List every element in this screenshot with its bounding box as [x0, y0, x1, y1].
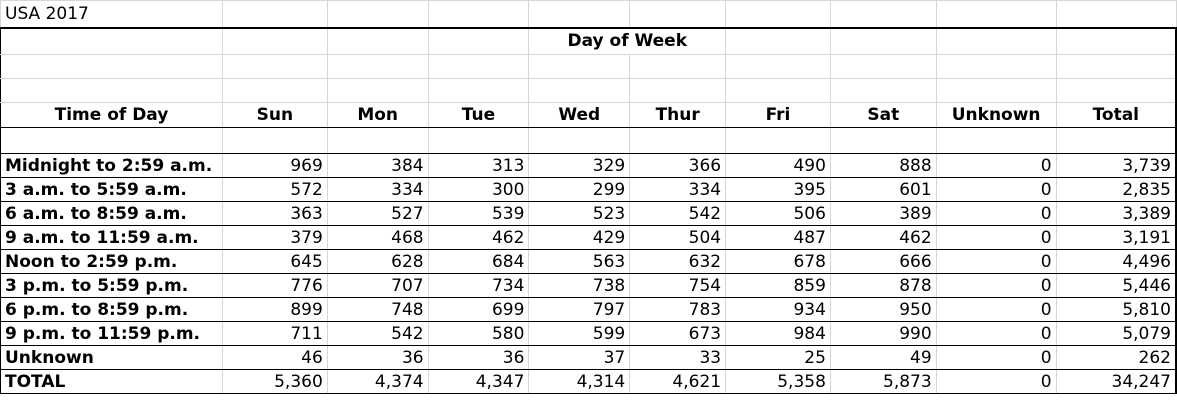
empty-cell[interactable]: [1, 55, 223, 79]
value-cell[interactable]: 738: [529, 274, 630, 298]
value-cell[interactable]: 678: [726, 250, 831, 274]
value-cell[interactable]: 673: [630, 322, 726, 346]
empty-cell[interactable]: [630, 1, 726, 28]
value-cell[interactable]: 776: [222, 274, 327, 298]
empty-cell[interactable]: [1056, 1, 1176, 28]
empty-cell[interactable]: [327, 79, 428, 103]
empty-cell[interactable]: [222, 28, 327, 55]
empty-cell[interactable]: [830, 28, 936, 55]
row-label[interactable]: 3 p.m. to 5:59 p.m.: [1, 274, 223, 298]
value-cell[interactable]: 462: [428, 226, 529, 250]
column-header-mon[interactable]: Mon: [327, 103, 428, 128]
value-cell[interactable]: 580: [428, 322, 529, 346]
value-cell[interactable]: 0: [936, 370, 1056, 394]
empty-cell[interactable]: [1056, 128, 1176, 154]
column-header-tue[interactable]: Tue: [428, 103, 529, 128]
value-cell[interactable]: 754: [630, 274, 726, 298]
value-cell[interactable]: 5,079: [1056, 322, 1176, 346]
value-cell[interactable]: 601: [830, 178, 936, 202]
value-cell[interactable]: 899: [222, 298, 327, 322]
empty-cell[interactable]: [936, 79, 1056, 103]
value-cell[interactable]: 0: [936, 178, 1056, 202]
empty-cell[interactable]: [428, 128, 529, 154]
empty-cell[interactable]: [222, 128, 327, 154]
value-cell[interactable]: 395: [726, 178, 831, 202]
row-label[interactable]: 6 p.m. to 8:59 p.m.: [1, 298, 223, 322]
value-cell[interactable]: 0: [936, 202, 1056, 226]
value-cell[interactable]: 389: [830, 202, 936, 226]
empty-cell[interactable]: [830, 128, 936, 154]
value-cell[interactable]: 462: [830, 226, 936, 250]
column-header-total[interactable]: Total: [1056, 103, 1176, 128]
title-row: [1, 1, 1177, 28]
value-cell[interactable]: 384: [327, 154, 428, 178]
row-label[interactable]: TOTAL: [1, 370, 223, 394]
value-cell[interactable]: 984: [726, 322, 831, 346]
empty-cell[interactable]: [428, 55, 529, 79]
value-cell[interactable]: 3,739: [1056, 154, 1176, 178]
value-cell[interactable]: 25: [726, 346, 831, 370]
value-cell[interactable]: 950: [830, 298, 936, 322]
value-cell[interactable]: 707: [327, 274, 428, 298]
empty-cell[interactable]: [936, 55, 1056, 79]
value-cell[interactable]: 5,360: [222, 370, 327, 394]
value-cell[interactable]: 684: [428, 250, 529, 274]
value-cell[interactable]: 487: [726, 226, 831, 250]
value-cell[interactable]: 934: [726, 298, 831, 322]
empty-cell[interactable]: [529, 79, 630, 103]
value-cell[interactable]: 33: [630, 346, 726, 370]
value-cell[interactable]: 5,810: [1056, 298, 1176, 322]
value-cell[interactable]: 504: [630, 226, 726, 250]
value-cell[interactable]: 0: [936, 226, 1056, 250]
value-cell[interactable]: 3,191: [1056, 226, 1176, 250]
sheet-title-cell[interactable]: USA 2017: [1, 1, 223, 28]
row-label[interactable]: 9 p.m. to 11:59 p.m.: [1, 322, 223, 346]
value-cell[interactable]: 34,247: [1056, 370, 1176, 394]
empty-cell[interactable]: [830, 55, 936, 79]
value-cell[interactable]: 748: [327, 298, 428, 322]
column-header-wed[interactable]: Wed: [529, 103, 630, 128]
empty-cell[interactable]: [1, 28, 223, 55]
empty-cell[interactable]: [1056, 55, 1176, 79]
value-cell[interactable]: 4,496: [1056, 250, 1176, 274]
value-cell[interactable]: 379: [222, 226, 327, 250]
empty-cell[interactable]: [529, 128, 630, 154]
empty-cell[interactable]: [327, 55, 428, 79]
spacer-row: [1, 55, 1177, 79]
value-cell[interactable]: 969: [222, 154, 327, 178]
value-cell[interactable]: 46: [222, 346, 327, 370]
empty-cell[interactable]: [222, 1, 327, 28]
column-header-unknown[interactable]: Unknown: [936, 103, 1056, 128]
row-label[interactable]: Unknown: [1, 346, 223, 370]
value-cell[interactable]: 0: [936, 322, 1056, 346]
column-header-thur[interactable]: Thur: [630, 103, 726, 128]
group-header-row: [1, 28, 1177, 55]
empty-cell[interactable]: [529, 1, 630, 28]
value-cell[interactable]: 313: [428, 154, 529, 178]
value-cell[interactable]: 334: [630, 178, 726, 202]
empty-cell[interactable]: [1, 128, 223, 154]
value-cell[interactable]: 4,347: [428, 370, 529, 394]
value-cell[interactable]: 300: [428, 178, 529, 202]
empty-cell[interactable]: [726, 128, 831, 154]
value-cell[interactable]: 859: [726, 274, 831, 298]
row-label[interactable]: 9 a.m. to 11:59 a.m.: [1, 226, 223, 250]
table-row: [1, 370, 1177, 394]
value-cell[interactable]: 4,314: [529, 370, 630, 394]
value-cell[interactable]: 734: [428, 274, 529, 298]
value-cell[interactable]: 5,358: [726, 370, 831, 394]
table-row: [1, 298, 1177, 322]
value-cell[interactable]: 366: [630, 154, 726, 178]
empty-cell[interactable]: [630, 79, 726, 103]
empty-cell[interactable]: [726, 1, 831, 28]
table-row: [1, 274, 1177, 298]
value-cell[interactable]: 878: [830, 274, 936, 298]
value-cell[interactable]: 5,446: [1056, 274, 1176, 298]
table-row: [1, 154, 1177, 178]
value-cell[interactable]: 49: [830, 346, 936, 370]
value-cell[interactable]: 542: [327, 322, 428, 346]
value-cell[interactable]: 0: [936, 274, 1056, 298]
value-cell[interactable]: 523: [529, 202, 630, 226]
value-cell[interactable]: 797: [529, 298, 630, 322]
spacer-row: [1, 79, 1177, 103]
empty-cell[interactable]: [428, 79, 529, 103]
value-cell[interactable]: 5,873: [830, 370, 936, 394]
column-header-sat[interactable]: Sat: [830, 103, 936, 128]
empty-cell[interactable]: [936, 1, 1056, 28]
value-cell[interactable]: 468: [327, 226, 428, 250]
value-cell[interactable]: 0: [936, 298, 1056, 322]
row-label[interactable]: 6 a.m. to 8:59 a.m.: [1, 202, 223, 226]
empty-cell[interactable]: [428, 28, 529, 55]
value-cell[interactable]: 329: [529, 154, 630, 178]
value-cell[interactable]: 506: [726, 202, 831, 226]
empty-cell[interactable]: [830, 1, 936, 28]
empty-cell[interactable]: [529, 55, 630, 79]
value-cell[interactable]: 527: [327, 202, 428, 226]
value-cell[interactable]: 262: [1056, 346, 1176, 370]
value-cell[interactable]: 36: [428, 346, 529, 370]
value-cell[interactable]: 0: [936, 346, 1056, 370]
value-cell[interactable]: 783: [630, 298, 726, 322]
empty-cell[interactable]: [327, 1, 428, 28]
value-cell[interactable]: 36: [327, 346, 428, 370]
table-row: [1, 226, 1177, 250]
empty-cell[interactable]: [428, 1, 529, 28]
value-cell[interactable]: 711: [222, 322, 327, 346]
value-cell[interactable]: 632: [630, 250, 726, 274]
empty-cell[interactable]: [726, 55, 831, 79]
empty-cell[interactable]: [936, 28, 1056, 55]
value-cell[interactable]: 628: [327, 250, 428, 274]
value-cell[interactable]: 542: [630, 202, 726, 226]
empty-cell[interactable]: [222, 79, 327, 103]
table-row: [1, 202, 1177, 226]
empty-cell[interactable]: [630, 55, 726, 79]
empty-cell[interactable]: [726, 28, 831, 55]
empty-cell[interactable]: [1056, 28, 1176, 55]
empty-cell[interactable]: [830, 79, 936, 103]
value-cell[interactable]: 37: [529, 346, 630, 370]
row-label[interactable]: Midnight to 2:59 a.m.: [1, 154, 223, 178]
value-cell[interactable]: 0: [936, 154, 1056, 178]
value-cell[interactable]: 3,389: [1056, 202, 1176, 226]
table-row: [1, 322, 1177, 346]
table-row: [1, 178, 1177, 202]
spacer-row: [1, 128, 1177, 154]
row-label[interactable]: 3 a.m. to 5:59 a.m.: [1, 178, 223, 202]
empty-cell[interactable]: [222, 55, 327, 79]
empty-cell[interactable]: [1056, 79, 1176, 103]
empty-cell[interactable]: [327, 128, 428, 154]
empty-cell[interactable]: [726, 79, 831, 103]
value-cell[interactable]: 539: [428, 202, 529, 226]
value-cell[interactable]: 990: [830, 322, 936, 346]
row-label[interactable]: Noon to 2:59 p.m.: [1, 250, 223, 274]
table-row: [1, 250, 1177, 274]
column-header-time-of-day[interactable]: Time of Day: [1, 103, 223, 128]
value-cell[interactable]: 429: [529, 226, 630, 250]
value-cell[interactable]: 572: [222, 178, 327, 202]
column-header-fri[interactable]: Fri: [726, 103, 831, 128]
empty-cell[interactable]: [327, 28, 428, 55]
empty-cell[interactable]: [630, 128, 726, 154]
column-header-sun[interactable]: Sun: [222, 103, 327, 128]
column-header-row: [1, 103, 1177, 128]
value-cell[interactable]: 334: [327, 178, 428, 202]
value-cell[interactable]: 4,621: [630, 370, 726, 394]
empty-cell[interactable]: [1, 79, 223, 103]
table-row: [1, 346, 1177, 370]
value-cell[interactable]: 4,374: [327, 370, 428, 394]
value-cell[interactable]: 888: [830, 154, 936, 178]
value-cell[interactable]: 0: [936, 250, 1056, 274]
value-cell[interactable]: 645: [222, 250, 327, 274]
empty-cell[interactable]: [936, 128, 1056, 154]
value-cell[interactable]: 563: [529, 250, 630, 274]
value-cell[interactable]: 699: [428, 298, 529, 322]
value-cell[interactable]: 363: [222, 202, 327, 226]
value-cell[interactable]: 490: [726, 154, 831, 178]
value-cell[interactable]: 666: [830, 250, 936, 274]
value-cell[interactable]: 2,835: [1056, 178, 1176, 202]
value-cell[interactable]: 599: [529, 322, 630, 346]
day-of-week-header[interactable]: Day of Week: [529, 28, 726, 55]
value-cell[interactable]: 299: [529, 178, 630, 202]
